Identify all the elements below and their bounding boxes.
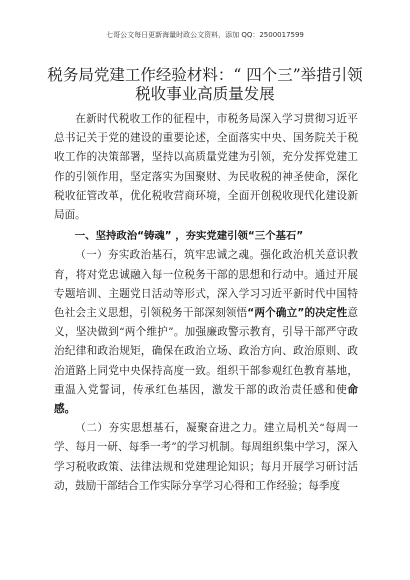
paragraph-text: 意义，坚决做到“两个维护”。加强廉政警示教育，引导干部严守政治纪律和政治规矩，确保在政治立场、政治方向、政治原则、政治道路上同党中央保持高度一致。组织干部参观红色教育基地，重温入党誓词，传承红色基因，激发干部的政治责任感和使 — [54, 307, 358, 396]
paragraph-political-foundation — [54, 246, 358, 419]
document-title: 税务局党建工作经验材料：“ 四个三”举措引领税收事业高质量发展 — [47, 66, 363, 103]
intro-paragraph: 在新时代税收工作的征程中，市税务局深入学习贯彻习近平总书记关于党的建设的重要论述，全面落实中央、国务院关于税收工作的决策部署，坚持以高质量党建为引领，充分发挥党建工作的引领作用，坚定落实为国聚财、为民收税的神圣使命，深化税收征管改革，优化税收营商环境，全面开创税收现代化建设新局面。 — [54, 113, 358, 222]
bold-phrase: 命感。 — [54, 383, 358, 416]
document-body — [54, 110, 358, 496]
header-note: 七哥公文每日更新海量时政公文资料，添加 QQ：2500017599 — [106, 31, 304, 39]
section-heading: 一、坚持政治“铸魂” ，夯实党建引领“三个基石” — [74, 230, 304, 243]
bold-phrase: “两个确立”的决定性 — [247, 307, 348, 320]
paragraph-ideological-foundation: （二）夯实思想基石，凝聚奋进之力。建立局机关“每周一学、每月一研、每季一考”的学习机制。每周组织集中学习，深入学习税收政策、法律法规和党建理论知识；每月开展学习研讨活动，鼓励干部结合工作实际分享学习心得和工作经验；每季度 — [54, 422, 358, 492]
paragraph-text: （一）夯实政治基石，筑牢忠诚之魂。强化政治机关意识教育，将对党忠诚融入每一位税务干部的思想和行动中。通过开展专题培训、主题党日活动等形式，深入学习习近平新时代中国特色社会主义思想，引领税务干部深刻领悟 — [54, 249, 358, 320]
